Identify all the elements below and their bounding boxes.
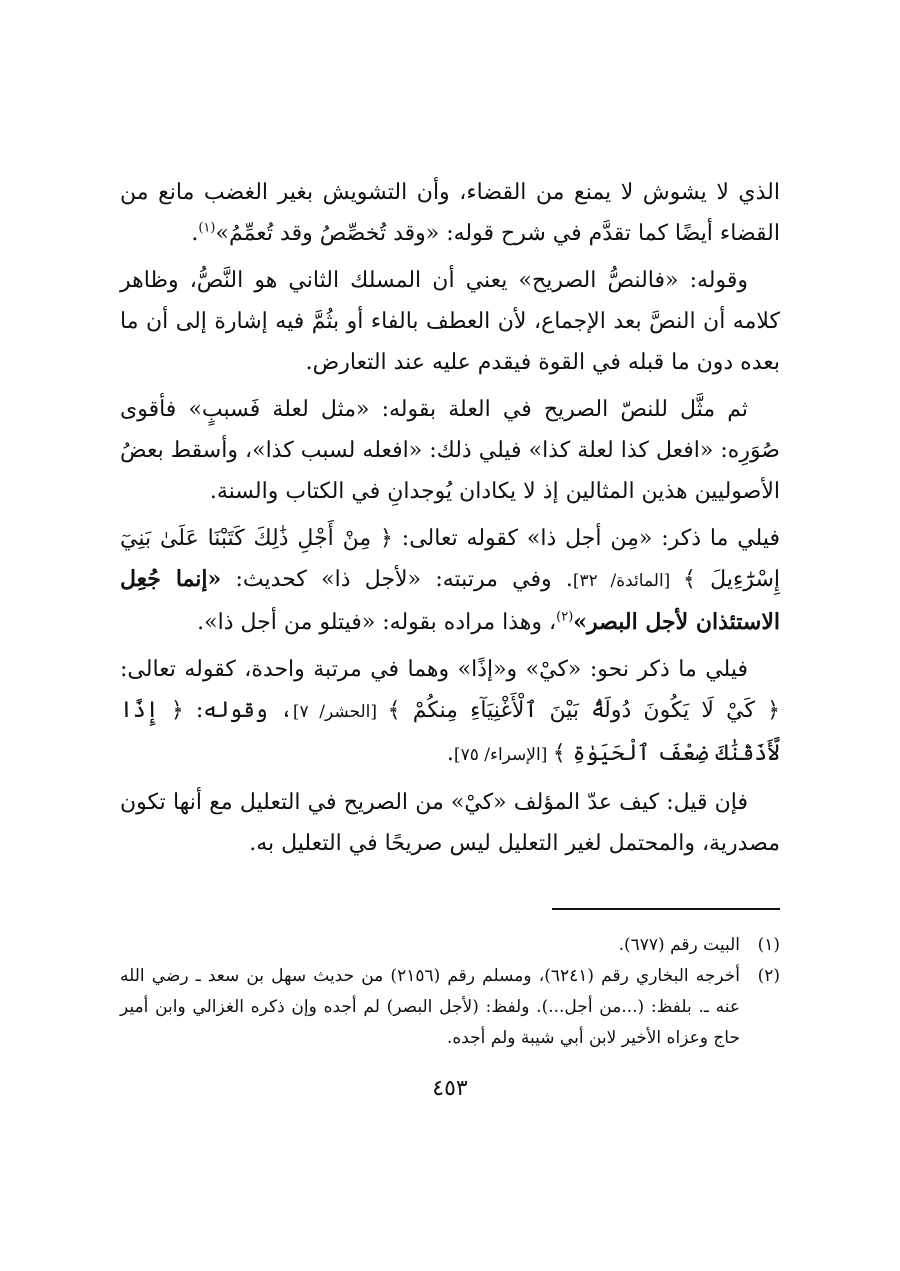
footnote-separator <box>552 908 780 910</box>
verse-reference: [المائدة/ ٣٢] <box>572 571 684 591</box>
text-run: فيلي ما ذكر: «مِن أجل ذا» كقوله تعالى: <box>392 526 780 551</box>
paragraph <box>120 649 780 776</box>
text-run: ، وهذا مراده بقوله: «فيتلو من أجل ذا». <box>197 610 557 635</box>
hadith-quote: «إنما جُعِل الاستئذان لأجل البصر» <box>120 566 780 635</box>
quran-verse: ﴿ كَيْ لَا يَكُونَ دُولَةًۢ بَيْنَ ٱلْأَغْنِيَآءِ مِنكُمْ ﴾ <box>387 698 780 723</box>
paragraph <box>120 389 780 512</box>
text-run: ، وقوله: <box>183 698 293 723</box>
quran-verse: ﴿ إِذًا لَّأَذَقْنَٰكَ ضِعْفَ ٱلْحَيَوٰةِ ﴾ <box>120 698 780 766</box>
footnote-text: البيت رقم (٦٧٧). <box>618 935 740 955</box>
paragraph <box>120 260 780 383</box>
paragraph <box>120 782 780 864</box>
footnote-marker[interactable]: (١) <box>198 220 216 236</box>
text-run: فيلي ما ذكر نحو: «كيْ» و«إذًا» وهما في مرتبة واحدة، كقوله تعالى: <box>120 657 748 682</box>
paragraph <box>120 518 780 643</box>
text-run: فإن قيل: كيف عدّ المؤلف «كيْ» من الصريح في التعليل مع أنها تكون مصدرية، والمحتمل لغير التعليل ليس صريحًا في التعليل به. <box>120 790 780 856</box>
text-run: . <box>191 221 199 246</box>
quran-verse: ﴿ مِنْ أَجْلِ ذَٰلِكَ كَتَبْنَا عَلَىٰ بَنِيٓ إِسْرَٰٓءِيلَ ﴾ <box>120 526 780 592</box>
page-number: ٤٥٣ <box>432 1076 468 1101</box>
verse-reference: [الإسراء/ ٧٥] <box>453 745 553 765</box>
footnote <box>120 961 780 1054</box>
text-run: . <box>446 741 454 766</box>
footnote-text: أخرجه البخاري رقم (٦٢٤١)، ومسلم رقم (٢١٥٦) من حديث سهل بن سعد ـ رضي الله عنه ـ. بلفظ: (...من أجل...). ولفظ: (لأجل البصر) لم أجده وإن ذكره الغزالي وابن أمير حاج وعزاه الأخير لابن أبي شيبة ولم أجده. <box>120 966 740 1048</box>
text-run: الذي لا يشوش لا يمنع من القضاء، وأن التشويش بغير الغضب مانع من القضاء أيضًا كما تقدَّم في شرح قوله: «وقد تُخصِّصُ وقد تُعمِّمُ» <box>120 180 780 246</box>
text-run: . وفي مرتبته: «لأجل ذا» كحديث: <box>221 567 573 592</box>
body-text <box>120 172 780 864</box>
paragraph <box>120 172 780 254</box>
text-run: ثم مثَّل للنصّ الصريح في العلة بقوله: «مثل لعلة فَسببٍ» فأقوى صُوَرِه: «افعل كذا لعلة كذا» فيلي ذلك: «افعله لسبب كذا»، وأسقط بعضُ الأصوليين هذين المثالين إذ لا يكادان يُوجدانِ في الكتاب والسنة. <box>120 397 780 504</box>
footnote-number: (١) <box>757 935 780 955</box>
footnote <box>120 930 780 961</box>
footnote-number: (٢) <box>757 966 780 986</box>
footnote-marker[interactable]: (٢) <box>556 609 574 625</box>
page-content <box>120 172 780 1054</box>
text-run: وقوله: «فالنصُّ الصريح» يعني أن المسلك الثاني هو النَّصُّ، وظاهر كلامه أن النصَّ بعد الإجماع، لأن العطف بالفاء أو بثُمَّ فيه إشارة إلى أن ما بعده دون ما قبله في القوة فيقدم عليه عند التعارض. <box>120 268 780 375</box>
footnotes <box>120 930 780 1054</box>
verse-reference: [الحشر/ ٧] <box>292 702 388 722</box>
